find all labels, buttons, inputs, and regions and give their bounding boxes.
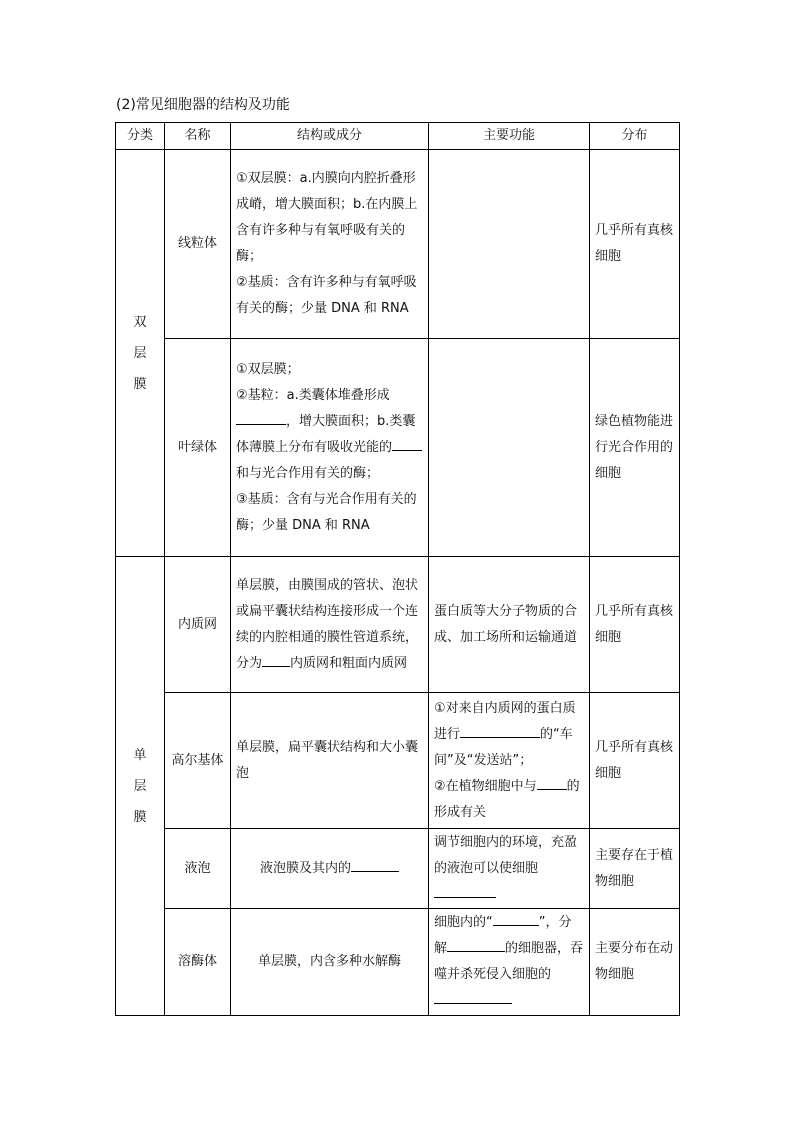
distribution-cell: 几乎所有真核细胞: [590, 150, 680, 339]
structure-cell: 单层膜，扁平囊状结构和大小囊泡: [231, 693, 429, 829]
table-row: [116, 693, 680, 829]
distribution-cell: 几乎所有真核细胞: [590, 693, 680, 829]
function-cell: [429, 150, 590, 339]
structure-cell: ①双层膜：a.内膜向内腔折叠形成嵴，增大膜面积；b.在内膜上含有许多种与有氧呼吸有关的酶； ②基质：含有许多种与有氧呼吸有关的酶；少量 DNA 和 RNA: [231, 150, 429, 339]
group-double-membrane: 双层膜: [116, 150, 165, 557]
table-row: [116, 909, 680, 1016]
fill-blank[interactable]: [434, 884, 496, 898]
table-row: [116, 557, 680, 693]
group-single-membrane: 单层膜: [116, 557, 165, 1016]
function-cell: [429, 339, 590, 557]
fill-blank[interactable]: [351, 858, 399, 872]
function-cell: 细胞内的“ ”，分解 的细胞器，吞噬并杀死侵入细胞的: [429, 909, 590, 1016]
fill-blank[interactable]: [434, 990, 512, 1004]
organelle-name: 线粒体: [165, 150, 231, 339]
fill-blank[interactable]: [447, 938, 505, 952]
header-category: 分类: [116, 123, 165, 150]
structure-cell: ①双层膜； ②基粒：a.类囊体堆叠形成，增大膜面积；b.类囊体薄膜上分布有吸收光能的和与光合作用有关的酶； ③基质：含有与光合作用有关的酶；少量 DNA 和 RNA: [231, 339, 429, 557]
fill-blank[interactable]: [460, 724, 540, 738]
fill-blank[interactable]: [236, 411, 286, 425]
distribution-cell: 绿色植物能进行光合作用的细胞: [590, 339, 680, 557]
header-distribution: 分布: [590, 123, 680, 150]
table-row: [116, 339, 680, 557]
organelle-name: 内质网: [165, 557, 231, 693]
organelle-name: 高尔基体: [165, 693, 231, 829]
function-cell: ①对来自内质网的蛋白质进行 的“车间”及“发送站”； ②在植物细胞中与 的形成有关: [429, 693, 590, 829]
header-name: 名称: [165, 123, 231, 150]
fill-blank[interactable]: [262, 653, 290, 667]
structure-cell: 液泡膜及其内的: [231, 829, 429, 909]
distribution-cell: 主要存在于植物细胞: [590, 829, 680, 909]
function-cell: 调节细胞内的环境，充盈的液泡可以使细胞: [429, 829, 590, 909]
header-row: [116, 123, 680, 150]
distribution-cell: 几乎所有真核细胞: [590, 557, 680, 693]
fill-blank[interactable]: [392, 437, 422, 451]
structure-cell: 单层膜，内含多种水解酶: [231, 909, 429, 1016]
organelle-name: 叶绿体: [165, 339, 231, 557]
organelle-table: [115, 122, 680, 1016]
structure-cell: 单层膜，由膜围成的管状、泡状或扁平囊状结构连接形成一个连续的内腔相通的膜性管道系统，分为 内质网和粗面内质网: [231, 557, 429, 693]
fill-blank[interactable]: [537, 776, 567, 790]
header-function: 主要功能: [429, 123, 590, 150]
fill-blank[interactable]: [493, 912, 539, 926]
organelle-name: 溶酶体: [165, 909, 231, 1016]
distribution-cell: 主要分布在动物细胞: [590, 909, 680, 1016]
header-structure: 结构或成分: [231, 123, 429, 150]
table-row: [116, 150, 680, 339]
table-row: [116, 829, 680, 909]
organelle-name: 液泡: [165, 829, 231, 909]
function-cell: 蛋白质等大分子物质的合成、加工场所和运输通道: [429, 557, 590, 693]
section-caption: (2)常见细胞器的结构及功能: [116, 97, 290, 113]
